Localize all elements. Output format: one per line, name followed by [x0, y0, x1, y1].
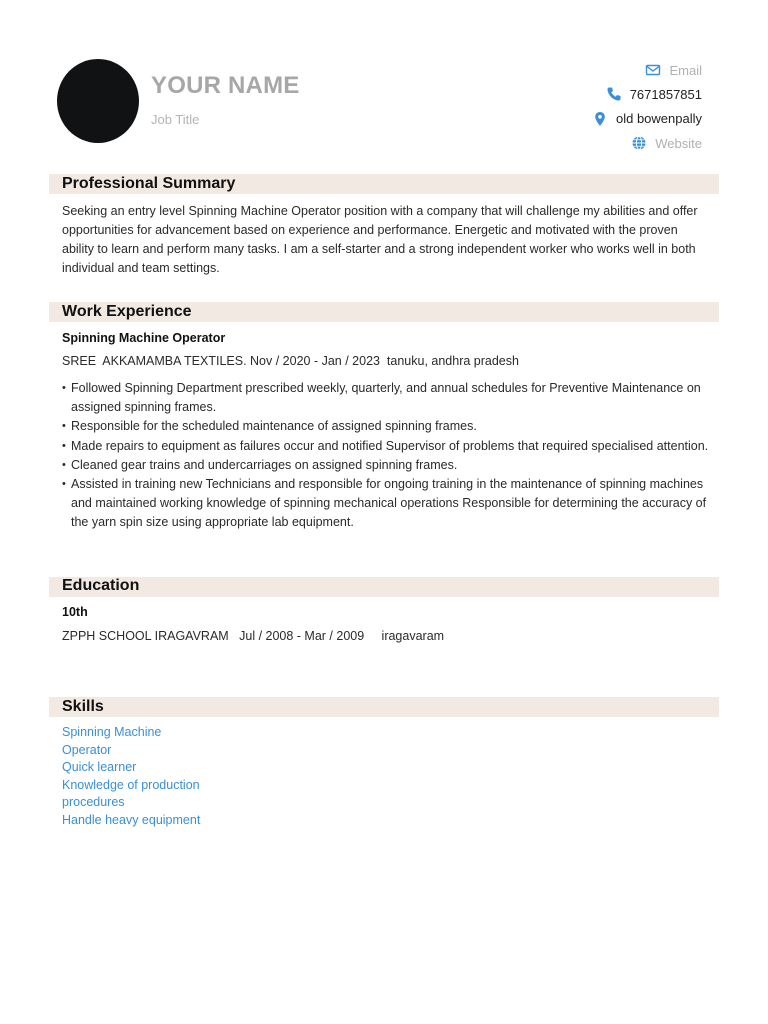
contact-location	[592, 107, 702, 131]
candidate-name: YOUR NAME	[151, 72, 300, 99]
contact-block	[592, 58, 702, 155]
experience-bullet: • Followed Spinning Department prescribed weekly, quarterly, and annual schedules for Preventive Maintenance on assigned spinning frames.	[62, 379, 714, 417]
summary-section-title: Professional Summary	[62, 175, 236, 192]
experience-bullet: • Assisted in training new Technicians and responsible for ongoing training in the maintenance of spinning machines and maintained working knowledge of spinning mechanical operations Responsible for determining the accuracy of the yarn spin size using appropriate lab equipment.	[62, 475, 714, 533]
job-role: Spinning Machine Operator	[62, 331, 226, 345]
skills-section-title: Skills	[62, 698, 104, 715]
experience-bullets	[62, 379, 714, 533]
experience-section-title: Work Experience	[62, 303, 192, 320]
map-pin-icon	[592, 111, 608, 127]
avatar	[57, 59, 139, 143]
phone-icon	[606, 86, 622, 102]
phone-text: 7671857851	[629, 86, 702, 102]
job-title: Job Title	[151, 112, 200, 127]
skill-item: Spinning Machine Operator	[62, 725, 162, 757]
contact-phone[interactable]	[592, 82, 702, 106]
employer-line: SREE AKKAMAMBA TEXTILES. Nov / 2020 - Jan / 2023 tanuku, andhra pradesh	[62, 354, 519, 368]
experience-bullet: • Responsible for the scheduled maintenance of assigned spinning frames.	[62, 417, 714, 436]
experience-bullet: • Cleaned gear trains and undercarriages on assigned spinning frames.	[62, 456, 714, 475]
skills-section-band	[49, 697, 719, 717]
education-degree: 10th	[62, 605, 88, 619]
contact-website[interactable]	[592, 131, 702, 155]
skills-list	[62, 724, 202, 830]
skill-item: Knowledge of production procedures	[62, 777, 200, 810]
education-section-band	[49, 577, 719, 597]
globe-icon	[631, 135, 647, 151]
education-detail: ZPPH SCHOOL IRAGAVRAM Jul / 2008 - Mar / 2009 iragavaram	[62, 629, 445, 643]
skill-item: Quick learner	[62, 760, 137, 775]
email-text: Email	[669, 62, 702, 78]
contact-email[interactable]	[592, 58, 702, 82]
website-text: Website	[655, 135, 702, 151]
location-text: old bowenpally	[615, 111, 702, 127]
experience-bullet: • Made repairs to equipment as failures occur and notified Supervisor of problems that required specialised attention.	[62, 437, 714, 456]
education-section-title: Education	[62, 577, 140, 594]
envelope-icon	[645, 62, 661, 78]
skill-item: Handle heavy equipment	[62, 812, 201, 827]
summary-text: Seeking an entry level Spinning Machine Operator position with a company that will challenge my abilities and offer opportunities for advancement based on experience and performance. Energetic and motivated with the proven ability to learn and perform many tasks. I am a self-starter and a strong independent worker who works well in both individual and team settings.	[62, 204, 698, 275]
